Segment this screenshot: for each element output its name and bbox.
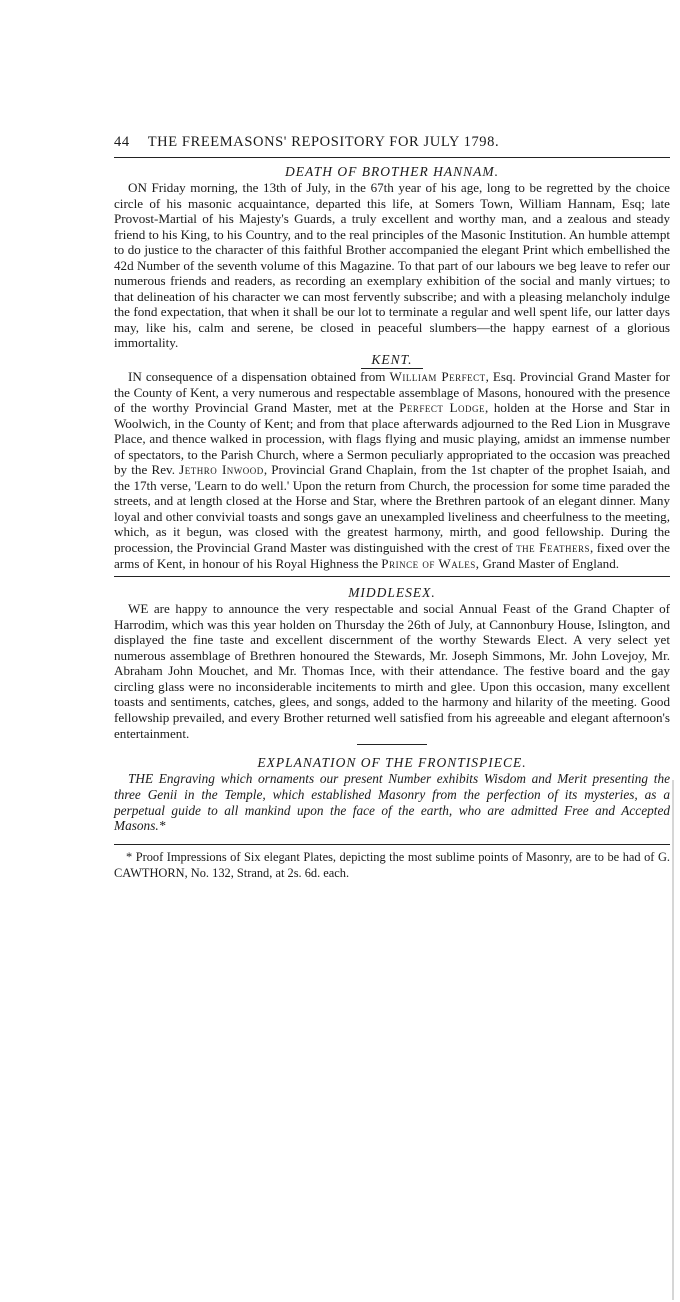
section-title-death: DEATH OF BROTHER HANNAM. bbox=[285, 164, 499, 179]
kent-name-grand-master: William Perfect bbox=[389, 369, 486, 385]
footnote: * Proof Impressions of Six elegant Plates, depicting the most sublime points of Masonry, are to be had of G. CAWTHORN, No. 132, Strand, at 2s. 6d. each. bbox=[114, 850, 670, 881]
paragraph-death: ON Friday morning, the 13th of July, in the 67th year of his age, long to be regretted by the choice circle of his masonic acquaintance, departed this life, at Somers Town, William Hannam, Esq; late Provost-Martial of his Majesty's Guards, a truly excellent and worthy man, and a zealous and steady friend to his King, to his Country, and to the real principles of the Masonic Institution. An humble attempt to do justice to the character of this faithful Brother accompanied the elegant Print which embellished the 42d Number of the seventh volume of this Magazine. To that part of our labours we beg leave to refer our numerous friends and readers, as recording an exemplary exhibition of the social and manly virtues; to that delineation of his character we can most fervently subscribe; and with a pleasing melancholy indulge the fond expectation, that when it shall be our lot to terminate a regular and well spent life, our latter days may, like his, calm and serene, be closed in peaceful slumbers—the happy earnest of a glorious immortality. bbox=[114, 180, 670, 351]
paragraph-frontispiece: THE Engraving which ornaments our present Number exhibits Wisdom and Merit presenting the three Genii in the Temple, which established Masonry from the perfection of its mysteries, as a perpetual guide to all mankind upon the face of the earth, who are admitted Free and Accepted Masons.* bbox=[114, 771, 670, 834]
header-rule bbox=[114, 157, 670, 158]
paragraph-middlesex: WE are happy to announce the very respectable and social Annual Feast of the Grand Chapter of Harrodim, which was this year holden on Thursday the 26th of July, at Cannonbury House, Islington, and displayed the fine taste and excellent discernment of the worthy Stewards Elect. A very select yet numerous assemblage of Brethren honoured the Stewards, Mr. Joseph Simmons, Mr. John Lovejoy, Mr. Abraham John Mouchet, and Mr. Thomas Ince, with their attendance. The festive board and the gay circling glass were no inconsiderable incitements to mirth and glee. Upon this occasion, many excellent toasts and sentiments, catches, glees, and songs, added to the harmony and hilarity of the meeting. Good fellowship prevailed, and every Brother returned well satisfied from his agreeable and elegant afternoon's entertainment. bbox=[114, 601, 670, 741]
kent-text-1: IN consequence of a dispensation obtained from bbox=[128, 369, 390, 385]
middlesex-end-rule bbox=[357, 744, 427, 745]
footnote-rule bbox=[114, 844, 670, 845]
kent-text-4: , Provincial Grand Chaplain, from the 1st chapter of the prophet Isaiah, and the 17th verse, 'Learn to do well.' Upon the return from Church, the procession for some time paraded the streets, and at length closed at the Horse and Star, where the Brethren partook of an elegant dinner. Many loyal and other convivial toasts and songs gave an unexampled liveliness and cheerfulness to the meeting, which, as it begun, was closed with the greatest harmony, mirth, and good fellowship. During the procession, the Provincial Grand Master was distinguished with the crest of bbox=[114, 462, 670, 556]
page-number: 44 bbox=[114, 134, 130, 150]
kent-text-6: , Grand Master of England. bbox=[475, 555, 620, 571]
kent-end-rule bbox=[114, 576, 670, 577]
paragraph-kent bbox=[114, 369, 670, 571]
running-title: THE FREEMASONS' REPOSITORY FOR JULY 1798. bbox=[147, 134, 500, 150]
page-edge-shadow bbox=[672, 780, 674, 1300]
kent-prince: Prince of Wales bbox=[381, 555, 476, 571]
kent-preacher-name: Jethro Inwood bbox=[179, 462, 264, 478]
section-title-middlesex: MIDDLESEX. bbox=[348, 585, 436, 601]
section-title-frontispiece: EXPLANATION OF THE FRONTISPIECE. bbox=[257, 755, 527, 771]
kent-text-3: , holden at the Horse and Star in Woolwich, in the County of Kent; and from that place afterwards adjourned to the Red Lion in Musgrave Place, and thence walked in procession, with flags flying and music playing, amidst an immense number of spectators, to the Parish Church, where a Sermon peculiarly appropriated to the occasion was preached by the Rev. bbox=[114, 400, 670, 478]
page bbox=[114, 134, 670, 881]
kent-lodge-name: Perfect Lodge bbox=[399, 400, 485, 416]
kent-crest: the Feathers bbox=[516, 540, 590, 556]
section-title-kent: KENT. bbox=[371, 352, 413, 368]
running-header bbox=[114, 134, 670, 151]
kent-text-5: , fixed over the arms of Kent, in honour of his Royal Highness the bbox=[114, 540, 670, 571]
kent-text-2: , Esq. Provincial Grand Master for the County of Kent, a very numerous and respectable assemblage of Masons, honoured with the presence of the worthy Provincial Grand Master, met at the bbox=[114, 369, 670, 416]
